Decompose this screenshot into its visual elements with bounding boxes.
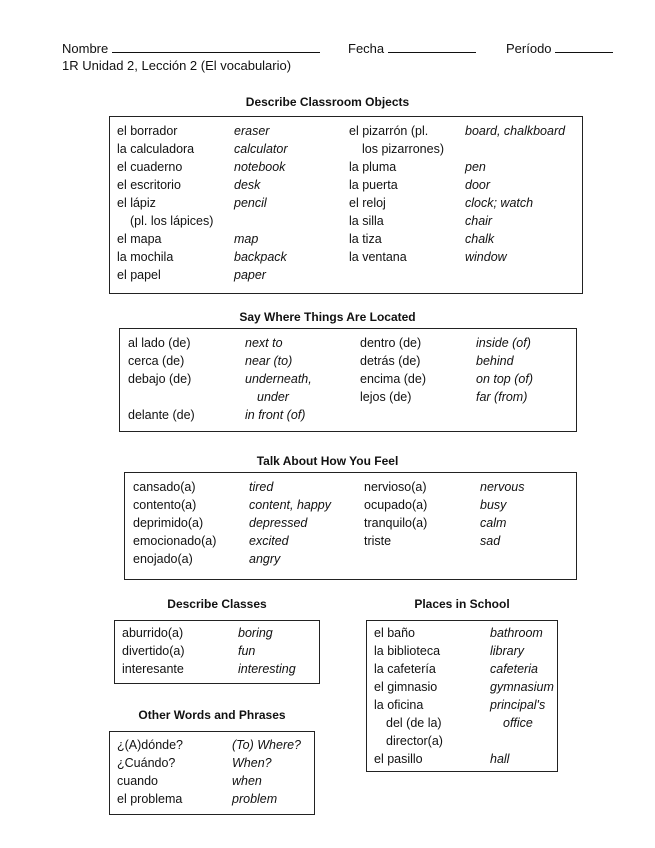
vocab-en: notebook [234, 160, 286, 174]
vocab-es: ¿Cuándo? [117, 756, 176, 770]
vocab-es: enojado(a) [133, 552, 193, 566]
vocab-es: detrás (de) [360, 354, 421, 368]
vocab-es: el papel [117, 268, 161, 282]
vocab-es: el baño [374, 626, 416, 640]
vocab-es: del (de la) [386, 716, 442, 730]
vocab-en: desk [234, 178, 261, 192]
vocab-en: underneath, [245, 372, 312, 386]
vocab-es: el pasillo [374, 752, 423, 766]
vocab-es: ¿(A)dónde? [117, 738, 184, 752]
vocab-en: nervous [480, 480, 525, 494]
vocab-en: paper [234, 268, 266, 282]
vocab-es: cerca (de) [128, 354, 185, 368]
vocab-es: el borrador [117, 124, 178, 138]
vocab-en: library [490, 644, 525, 658]
vocab-en: depressed [249, 516, 308, 530]
vocab-es: el escritorio [117, 178, 181, 192]
vocab-es: cansado(a) [133, 480, 196, 494]
vocab-en: window [465, 250, 507, 264]
vocab-en: chalk [465, 232, 495, 246]
vocab-en: calculator [234, 142, 288, 156]
vocab-en: clock; watch [465, 196, 534, 210]
fecha-field [348, 40, 476, 56]
vocab-en: calm [480, 516, 507, 530]
vocab-es: cuando [117, 774, 159, 788]
section-title-classroom: Describe Classroom Objects [245, 95, 410, 109]
vocab-es: el pizarrón (pl. [349, 124, 429, 138]
vocab-en: bathroom [490, 626, 543, 640]
vocab-es: el problema [117, 792, 183, 806]
page-subtitle: 1R Unidad 2, Lección 2 (El vocabulario) [62, 58, 292, 73]
vocab-en: inside (of) [476, 336, 531, 350]
vocab-en: board, chalkboard [465, 124, 566, 138]
vocab-en: gymnasium [490, 680, 554, 694]
fecha-blank[interactable] [388, 40, 476, 53]
location-box [119, 328, 577, 432]
vocab-es: tranquilo(a) [364, 516, 428, 530]
section-title-location: Say Where Things Are Located [239, 310, 416, 324]
vocab-es: contento(a) [133, 498, 197, 512]
vocab-es: lejos (de) [360, 390, 412, 404]
vocab-es: nervioso(a) [364, 480, 427, 494]
section-title-feel: Talk About How You Feel [256, 454, 399, 468]
vocab-es: la oficina [374, 698, 424, 712]
vocab-es: la ventana [349, 250, 407, 264]
vocab-en: on top (of) [476, 372, 533, 386]
vocab-es: triste [364, 534, 392, 548]
vocab-es: debajo (de) [128, 372, 192, 386]
vocab-en: map [234, 232, 259, 246]
vocab-es: delante (de) [128, 408, 195, 422]
vocab-es: los pizarrones) [362, 142, 444, 156]
vocab-es: la silla [349, 214, 384, 228]
vocab-es: dentro (de) [360, 336, 422, 350]
phrases-box [109, 731, 315, 815]
vocab-en: backpack [234, 250, 287, 264]
vocab-es: el cuaderno [117, 160, 183, 174]
nombre-blank[interactable] [112, 40, 320, 53]
vocab-en: next to [245, 336, 283, 350]
feel-box [124, 472, 577, 580]
vocab-es: deprimido(a) [133, 516, 204, 530]
vocab-es: (pl. los lápices) [130, 214, 214, 228]
vocab-en: (To) Where? [232, 738, 302, 752]
vocab-en: principal's [490, 698, 546, 712]
vocab-es: director(a) [386, 734, 443, 748]
vocab-es: aburrido(a) [122, 626, 184, 640]
vocab-es: el gimnasio [374, 680, 438, 694]
vocab-en: door [465, 178, 491, 192]
vocab-es: la tiza [349, 232, 382, 246]
vocab-en: hall [490, 752, 510, 766]
vocab-en: cafeteria [490, 662, 538, 676]
vocab-en: eraser [234, 124, 270, 138]
vocab-en: angry [249, 552, 281, 566]
vocab-es: al lado (de) [128, 336, 191, 350]
fecha-label: Fecha [348, 41, 385, 56]
vocab-en: excited [249, 534, 289, 548]
vocab-es: la cafetería [374, 662, 436, 676]
periodo-blank[interactable] [555, 40, 613, 53]
vocab-es: la mochila [117, 250, 174, 264]
vocab-es: el reloj [349, 196, 386, 210]
vocab-es: interesante [122, 662, 184, 676]
vocab-es: divertido(a) [122, 644, 185, 658]
vocab-en: interesting [238, 662, 296, 676]
section-title-places: Places in School [414, 597, 510, 611]
vocab-es: el lápiz [117, 196, 156, 210]
vocab-en: When? [232, 756, 272, 770]
vocab-es: la puerta [349, 178, 398, 192]
places-box [366, 620, 558, 772]
vocab-en: boring [238, 626, 273, 640]
vocab-en: tired [249, 480, 274, 494]
nombre-field [62, 40, 320, 56]
vocab-es: ocupado(a) [364, 498, 428, 512]
vocab-es: el mapa [117, 232, 162, 246]
periodo-label: Período [506, 41, 552, 56]
vocab-en: busy [480, 498, 507, 512]
vocab-en: content, happy [249, 498, 332, 512]
vocab-es: emocionado(a) [133, 534, 217, 548]
vocab-en: far (from) [476, 390, 528, 404]
vocab-es: la calculadora [117, 142, 195, 156]
vocab-en: office [503, 716, 533, 730]
vocab-es: encima (de) [360, 372, 426, 386]
vocab-en: sad [480, 534, 501, 548]
section-title-phrases: Other Words and Phrases [138, 708, 286, 722]
vocab-en: problem [232, 792, 278, 806]
vocab-en: behind [476, 354, 514, 368]
vocab-es: la biblioteca [374, 644, 441, 658]
vocab-en: under [257, 390, 289, 404]
vocab-en: when [232, 774, 262, 788]
periodo-field [506, 40, 613, 56]
vocab-en: pencil [234, 196, 267, 210]
vocab-en: fun [238, 644, 256, 658]
vocab-en: chair [465, 214, 493, 228]
nombre-label: Nombre [62, 41, 109, 56]
vocab-en: pen [465, 160, 486, 174]
vocab-en: near (to) [245, 354, 293, 368]
classroom-box [109, 116, 583, 294]
section-title-classes: Describe Classes [167, 597, 267, 611]
classes-box [114, 620, 320, 684]
vocab-es: la pluma [349, 160, 397, 174]
vocab-en: in front (of) [245, 408, 306, 422]
